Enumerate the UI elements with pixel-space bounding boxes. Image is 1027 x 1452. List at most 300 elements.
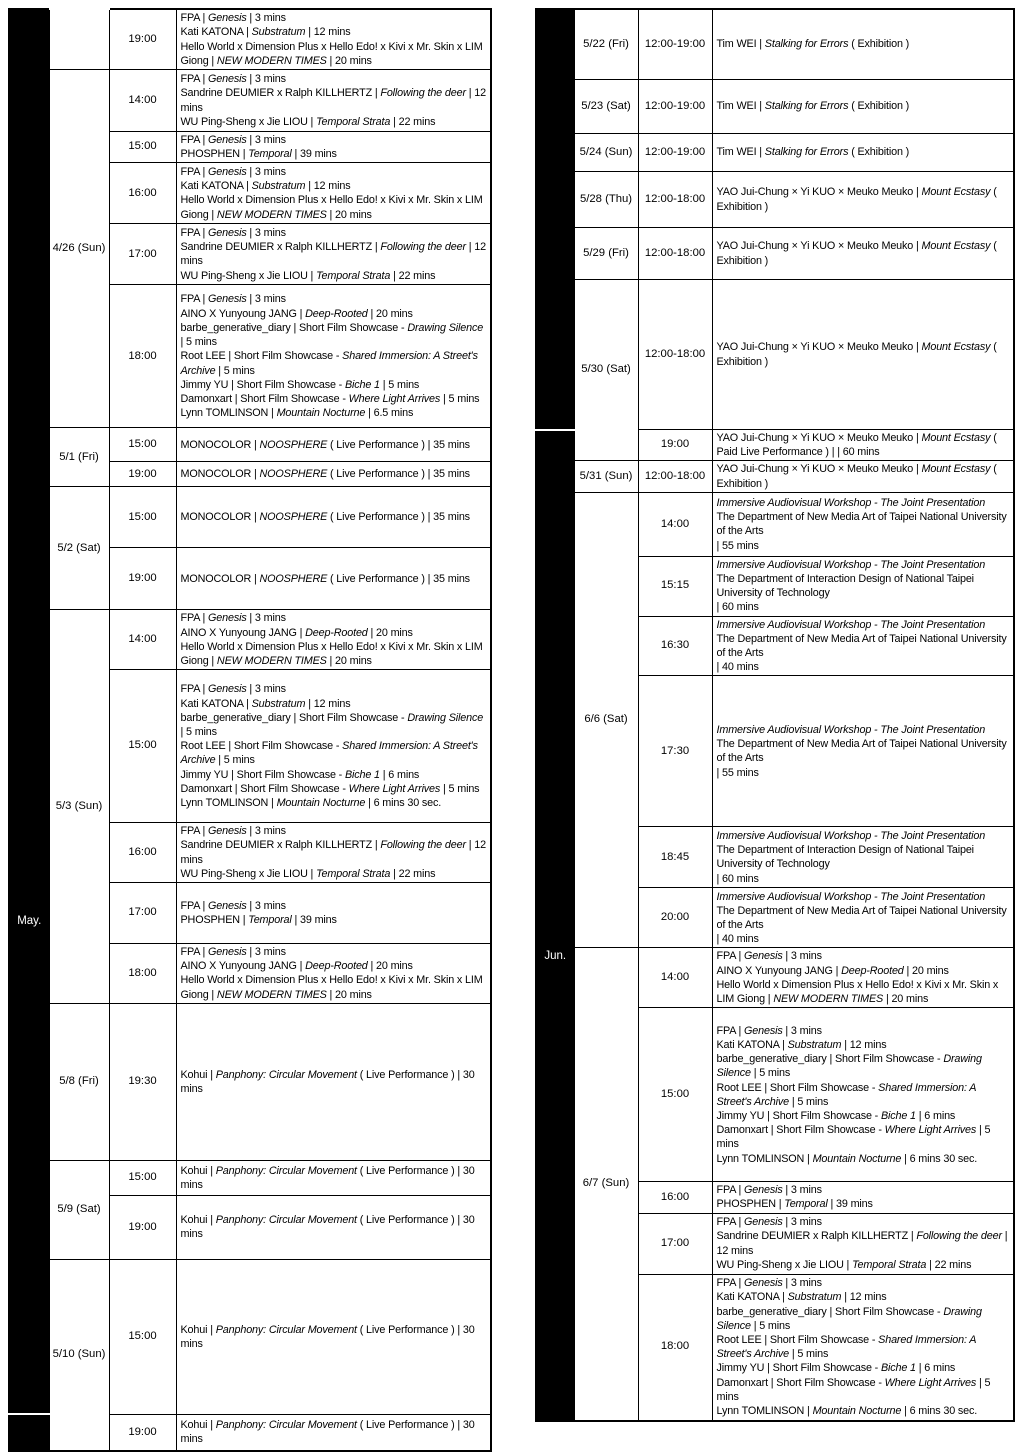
artist-text: WU Ping-Sheng x Jie LIOU | <box>180 115 317 128</box>
program-line <box>717 1215 1011 1229</box>
program-entry-imm_ntut_60 <box>717 829 1011 886</box>
time-cell: 19:00 <box>109 1414 176 1451</box>
program-line <box>181 1323 488 1351</box>
artist-text: PHOSPHEN | <box>716 1198 785 1211</box>
artist-text: FPA | <box>716 1216 745 1229</box>
artist-text: ( Live Performance ) | 35 mins <box>327 438 470 451</box>
may-schedule-table-wrap <box>8 8 492 1452</box>
program-line <box>181 838 488 866</box>
program-cell <box>712 280 1014 430</box>
artist-text: | 3 mins <box>782 1216 822 1229</box>
work-title-text: Where Light Arrives <box>348 392 441 405</box>
program-line <box>717 872 1011 886</box>
work-title-text: Drawing Silence <box>407 321 484 334</box>
time-cell: 15:00 <box>109 1259 176 1414</box>
work-title-text: Immersive Audiovisual Workshop - The Joint Presentation <box>716 496 986 509</box>
work-title-text: NEW MODERN TIMES <box>773 993 884 1006</box>
program-cell <box>712 461 1014 492</box>
artist-text: | 12 mins <box>180 87 486 114</box>
month-bar-may <box>9 9 49 428</box>
program-cell <box>712 556 1014 616</box>
work-title-text: Genesis <box>208 227 247 239</box>
artist-text: | 12 mins <box>841 1038 887 1051</box>
date-cell: 5/28 (Thu) <box>574 172 638 228</box>
work-title-text: Stalking for Errors <box>764 146 849 159</box>
month-bar-jun <box>536 492 574 1420</box>
time-cell: 17:00 <box>109 224 176 285</box>
time-cell: 16:00 <box>638 1182 712 1213</box>
program-entry-gen <box>181 11 488 25</box>
program-entry-sand <box>181 86 488 114</box>
artist-text: Lynn TOMLINSON | <box>716 1404 813 1417</box>
program-line <box>717 890 1011 904</box>
program-entry-root <box>717 1333 1011 1361</box>
program-line <box>181 959 488 973</box>
program-line <box>717 843 1011 871</box>
artist-text: FPA | <box>180 12 209 25</box>
program-cell <box>712 430 1014 461</box>
program-line <box>717 1152 1011 1166</box>
time-cell: 12:00-18:00 <box>638 228 712 280</box>
work-title-text: Genesis <box>744 950 783 963</box>
program-line <box>717 1305 1011 1333</box>
artist-text: Lynn TOMLINSON | <box>180 796 277 809</box>
artist-text: | 12 mins <box>305 697 351 710</box>
artist-text: | 20 mins <box>326 655 372 668</box>
program-entry-imm_tnua_40 <box>717 618 1011 675</box>
program-entry-mono <box>181 438 488 452</box>
work-title-text: Biche 1 <box>344 378 380 391</box>
program-cell <box>176 670 491 823</box>
program-entry-yao_live <box>717 431 1011 459</box>
artist-text: ( Live Performance ) | 30 mins <box>180 1164 475 1191</box>
artist-text: YAO Jui-Chung × Yi KUO × Meuko Meuko | <box>716 186 922 199</box>
program-cell <box>712 616 1014 676</box>
program-entry-barbe <box>181 321 488 349</box>
program-line <box>717 1376 1011 1404</box>
work-title-text: Biche 1 <box>344 768 380 781</box>
program-cell <box>176 1414 491 1451</box>
artist-text: | 5 mins <box>180 336 217 349</box>
work-title-text: NOOSPHERE <box>259 468 328 481</box>
artist-text: barbe_generative_diary | Short Film Showcase - <box>716 1053 944 1066</box>
time-cell: 15:00 <box>638 1008 712 1182</box>
work-title-text: Genesis <box>208 73 247 86</box>
work-title-text: Substratum <box>251 697 306 710</box>
artist-text: | 20 mins <box>326 988 372 1001</box>
artist-text: MONOCOLOR | <box>180 511 260 524</box>
date-cell: 5/2 (Sat) <box>49 487 109 610</box>
program-line <box>717 1229 1011 1257</box>
program-line <box>181 782 488 796</box>
artist-text: Hello World x Dimension Plus x Hello Edo! x Kivi x Mr. Skin x LIM Giong | <box>180 640 483 668</box>
program-entry-barbe <box>181 711 488 739</box>
month-bar-may <box>9 428 49 1414</box>
artist-text: The Department of New Media Art of Taipei National University of the Arts <box>716 904 1007 931</box>
program-entry-gen <box>717 949 1011 963</box>
program-line <box>181 682 488 696</box>
program-entry-phos <box>717 1197 1011 1211</box>
program-entry-sand <box>181 838 488 866</box>
artist-text: | 6 mins 30 sec. <box>901 1404 978 1417</box>
program-cell <box>176 1195 491 1259</box>
program-line <box>181 945 488 959</box>
work-title-text: Genesis <box>208 166 247 178</box>
program-entry-mono <box>181 510 488 524</box>
artist-text: Kohui | <box>180 1214 216 1227</box>
program-entry-phos <box>181 147 488 161</box>
schedule-row <box>536 461 1014 492</box>
work-title-text: Shared Immersion: A Street's Archive <box>180 740 478 767</box>
program-line <box>717 1024 1011 1038</box>
artist-text: YAO Jui-Chung × Yi KUO × Meuko Meuko | <box>716 432 922 444</box>
program-line <box>181 25 488 39</box>
artist-text: | 3 mins <box>782 1024 822 1037</box>
time-cell: 18:00 <box>638 1274 712 1421</box>
artist-text: Hello World x Dimension Plus x Hello Edo! x Kivi x Mr. Skin x LIM Giong | <box>716 978 999 1006</box>
artist-text: | 6 mins 30 sec. <box>901 1152 978 1165</box>
program-entry-lynn630 <box>717 1404 1011 1418</box>
program-line <box>717 1258 1011 1272</box>
artist-text: Sandrine DEUMIER x Ralph KILLHERTZ | <box>180 241 381 254</box>
artist-text: ( Exhibition ) <box>848 146 910 159</box>
artist-text: Damonxart | Short Film Showcase - <box>180 392 349 405</box>
program-line <box>717 99 1011 113</box>
program-entry-kati <box>181 697 488 711</box>
program-entry-gen <box>717 1024 1011 1038</box>
time-cell: 19:00 <box>638 430 712 461</box>
artist-text: FPA | <box>180 134 209 146</box>
program-entry-lynn630 <box>717 1152 1011 1166</box>
schedule-row <box>9 9 491 70</box>
program-line <box>181 349 488 377</box>
program-entry-gen <box>181 226 488 240</box>
work-title-text: Substratum <box>787 1038 842 1051</box>
program-line <box>181 796 488 810</box>
artist-text: ( Live Performance ) | 30 mins <box>180 1323 475 1350</box>
artist-text: | 3 mins <box>246 825 286 838</box>
time-cell: 15:00 <box>109 487 176 548</box>
date-cell: 5/9 (Sat) <box>49 1160 109 1259</box>
schedule-row <box>536 134 1014 172</box>
date-cell <box>49 9 109 70</box>
program-line <box>717 1404 1011 1418</box>
artist-text: | 3 mins <box>246 899 286 912</box>
time-cell: 19:00 <box>109 462 176 487</box>
artist-text: | 5 mins <box>180 725 217 738</box>
program-cell <box>712 228 1014 280</box>
artist-text: barbe_generative_diary | Short Film Showcase - <box>180 321 408 334</box>
time-cell: 12:00-19:00 <box>638 9 712 80</box>
date-cell: 4/26 (Sun) <box>49 70 109 428</box>
program-line <box>181 72 488 86</box>
program-line <box>181 179 488 193</box>
artist-text: | 55 mins <box>716 766 759 779</box>
program-entry-gen <box>181 292 488 306</box>
work-title-text: Genesis <box>208 293 247 306</box>
artist-text: | 22 mins <box>390 867 436 880</box>
artist-text: PHOSPHEN | <box>180 914 249 927</box>
schedule-row <box>9 1003 491 1160</box>
program-line <box>181 739 488 767</box>
artist-text: ( Exhibition ) <box>848 100 910 113</box>
program-line <box>717 829 1011 843</box>
time-cell: 18:00 <box>109 285 176 428</box>
program-entry-hello <box>181 973 488 1001</box>
work-title-text: Following the deer <box>380 87 466 100</box>
program-line <box>181 86 488 114</box>
program-line <box>717 737 1011 765</box>
time-cell: 12:00-18:00 <box>638 461 712 492</box>
artist-text: The Department of Interaction Design of National Taipei University of Technology <box>716 573 974 600</box>
program-line <box>717 340 1011 368</box>
program-entry-wu <box>181 269 488 283</box>
program-entry-yao_ex <box>717 462 1011 490</box>
work-title-text: Where Light Arrives <box>884 1376 977 1389</box>
program-line <box>717 496 1011 510</box>
program-cell <box>176 285 491 428</box>
program-entry-phos <box>181 913 488 927</box>
artist-text: Sandrine DEUMIER x Ralph KILLHERTZ | <box>180 87 381 100</box>
schedule-row <box>9 487 491 548</box>
artist-text: Kati KATONA | <box>716 1038 788 1051</box>
work-title-text: NOOSPHERE <box>259 572 328 585</box>
artist-text: Kohui | <box>180 1068 216 1081</box>
program-entry-tim <box>717 99 1011 113</box>
program-cell <box>712 948 1014 1008</box>
program-entry-yao_ex <box>717 239 1011 267</box>
program-entry-gen <box>181 611 488 625</box>
program-cell <box>712 1182 1014 1213</box>
artist-text: FPA | <box>180 166 209 178</box>
artist-text: | 55 mins <box>716 539 759 552</box>
artist-text: | 6 mins <box>915 1109 956 1122</box>
artist-text: | 5 mins <box>215 754 255 767</box>
artist-text: ( Exhibition ) <box>716 240 997 267</box>
program-entry-gen <box>181 824 488 838</box>
work-title-text: Panphony: Circular Movement <box>215 1214 357 1227</box>
program-cell <box>176 224 491 285</box>
program-line <box>717 1038 1011 1052</box>
date-cell: 5/23 (Sat) <box>574 80 638 134</box>
month-bar-jun <box>536 9 574 430</box>
time-cell: 15:00 <box>109 428 176 462</box>
program-line <box>717 660 1011 674</box>
artist-text: FPA | <box>180 73 209 86</box>
artist-text: | 3 mins <box>246 683 286 696</box>
program-line <box>181 899 488 913</box>
program-line <box>717 766 1011 780</box>
artist-text: | 5 mins <box>215 364 255 377</box>
date-cell: 5/30 (Sat) <box>574 280 638 461</box>
program-cell <box>712 172 1014 228</box>
program-entry-hello <box>717 978 1011 1006</box>
work-title-text: Shared Immersion: A Street's Archive <box>180 350 478 377</box>
work-title-text: Genesis <box>208 612 247 625</box>
work-title-text: Genesis <box>208 825 247 838</box>
artist-text: | 6 mins <box>379 768 420 781</box>
work-title-text: NOOSPHERE <box>259 438 328 451</box>
artist-text: Hello World x Dimension Plus x Hello Edo! x Kivi x Mr. Skin x LIM Giong | <box>180 40 483 67</box>
work-title-text: Substratum <box>251 26 306 39</box>
program-line <box>717 1123 1011 1151</box>
program-cell <box>176 823 491 883</box>
work-title-text: Stalking for Errors <box>764 38 849 51</box>
program-line <box>181 1068 488 1096</box>
program-line <box>181 697 488 711</box>
program-cell <box>176 610 491 670</box>
work-title-text: Substratum <box>251 180 306 193</box>
time-cell: 12:00-19:00 <box>638 134 712 172</box>
program-entry-wu <box>717 1258 1011 1272</box>
time-cell: 15:00 <box>109 670 176 823</box>
month-label: May. <box>17 914 42 927</box>
artist-text: | 3 mins <box>246 227 286 239</box>
date-cell: 6/6 (Sat) <box>574 492 638 948</box>
program-line <box>181 307 488 321</box>
program-cell <box>712 1274 1014 1421</box>
schedule-row <box>9 1259 491 1414</box>
artist-text: ( Exhibition ) <box>716 341 997 368</box>
program-line <box>181 1164 488 1192</box>
work-title-text: Where Light Arrives <box>884 1124 977 1137</box>
artist-text: Kohui | <box>180 1164 216 1177</box>
artist-text: | 12 mins <box>716 1230 1008 1257</box>
program-line <box>717 723 1011 737</box>
artist-text: | 3 mins <box>246 612 286 625</box>
artist-text: FPA | <box>180 612 209 625</box>
work-title-text: Deep-Rooted <box>305 960 368 973</box>
artist-text: | 3 mins <box>246 73 286 86</box>
program-line <box>181 510 488 524</box>
program-entry-sand <box>181 240 488 268</box>
artist-text: | 5 mins <box>379 378 420 391</box>
work-title-text: Temporal <box>248 914 292 927</box>
program-cell <box>712 1008 1014 1182</box>
artist-text: | 3 mins <box>246 293 286 306</box>
program-entry-barbe <box>717 1052 1011 1080</box>
program-line <box>717 572 1011 600</box>
program-line <box>181 611 488 625</box>
date-cell: 5/24 (Sun) <box>574 134 638 172</box>
artist-text: Sandrine DEUMIER x Ralph KILLHERTZ | <box>716 1230 917 1243</box>
program-line <box>181 973 488 1001</box>
work-title-text: Biche 1 <box>880 1362 916 1375</box>
artist-text: YAO Jui-Chung × Yi KUO × Meuko Meuko | <box>716 240 922 253</box>
schedule-row <box>9 428 491 462</box>
date-cell: 5/31 (Sun) <box>574 461 638 492</box>
artist-text: ( Live Performance ) | 35 mins <box>327 572 470 585</box>
program-cell <box>712 492 1014 556</box>
program-cell <box>712 134 1014 172</box>
work-title-text: Mount Ecstasy <box>921 463 991 476</box>
artist-text: Hello World x Dimension Plus x Hello Edo! x Kivi x Mr. Skin x LIM Giong | <box>180 194 483 221</box>
date-cell: 5/3 (Sun) <box>49 610 109 1003</box>
artist-text: YAO Jui-Chung × Yi KUO × Meuko Meuko | <box>716 341 922 354</box>
program-line <box>717 964 1011 978</box>
program-entry-root <box>181 739 488 767</box>
date-cell: 5/8 (Fri) <box>49 1003 109 1160</box>
artist-text: | 3 mins <box>246 12 286 25</box>
time-cell: 20:00 <box>638 888 712 948</box>
time-cell: 19:00 <box>109 9 176 70</box>
work-title-text: Immersive Audiovisual Workshop - The Joint Presentation <box>716 724 986 737</box>
program-line <box>181 711 488 739</box>
artist-text: Damonxart | Short Film Showcase - <box>180 782 349 795</box>
program-line <box>181 321 488 349</box>
program-entry-aino <box>181 307 488 321</box>
program-entry-mono <box>181 572 488 586</box>
artist-text: | 5 mins <box>716 1124 991 1151</box>
program-entry-gen <box>181 682 488 696</box>
artist-text: FPA | <box>716 1184 745 1197</box>
time-cell: 19:00 <box>109 548 176 610</box>
date-cell: 6/7 (Sun) <box>574 948 638 1421</box>
program-entry-mono <box>181 467 488 481</box>
schedule-row <box>9 70 491 132</box>
program-line <box>717 1361 1011 1375</box>
artist-text: WU Ping-Sheng x Jie LIOU | <box>180 269 317 282</box>
work-title-text: Temporal Strata <box>316 867 391 880</box>
artist-text: ( Exhibition ) <box>716 463 997 490</box>
schedule-table-may <box>8 8 492 1452</box>
artist-text: FPA | <box>716 1024 745 1037</box>
work-title-text: Genesis <box>208 899 247 912</box>
program-entry-yao_ex <box>717 340 1011 368</box>
work-title-text: Deep-Rooted <box>305 626 368 639</box>
program-line <box>181 115 488 129</box>
artist-text: WU Ping-Sheng x Jie LIOU | <box>716 1258 853 1271</box>
program-line <box>181 378 488 392</box>
artist-text: Kohui | <box>180 1323 216 1336</box>
program-entry-kohui <box>181 1164 488 1192</box>
artist-text: Kati KATONA | <box>180 26 252 39</box>
program-entry-damon <box>181 782 488 796</box>
program-entry-kati <box>717 1038 1011 1052</box>
work-title-text: Mount Ecstasy <box>921 432 991 444</box>
program-cell <box>712 827 1014 888</box>
artist-text: FPA | <box>716 1277 745 1290</box>
artist-text: Kati KATONA | <box>716 1291 788 1304</box>
program-entry-gen <box>717 1276 1011 1290</box>
artist-text: barbe_generative_diary | Short Film Showcase - <box>180 711 408 724</box>
program-entry-hello <box>181 193 488 221</box>
date-cell: 5/29 (Fri) <box>574 228 638 280</box>
work-title-text: Where Light Arrives <box>348 782 441 795</box>
artist-text: Tim WEI | <box>716 38 765 51</box>
program-line <box>181 1418 488 1446</box>
artist-text: | 3 mins <box>782 1277 822 1290</box>
artist-text: | 5 mins <box>440 392 480 405</box>
artist-text: | 40 mins <box>716 933 759 946</box>
program-entry-imm_tnua_55 <box>717 723 1011 780</box>
time-cell: 17:30 <box>638 676 712 827</box>
artist-text: Jimmy YU | Short Film Showcase - <box>716 1362 881 1375</box>
time-cell: 14:00 <box>638 948 712 1008</box>
artist-text: Kati KATONA | <box>180 697 252 710</box>
program-line <box>181 292 488 306</box>
schedule-row <box>536 280 1014 430</box>
artist-text: The Department of Interaction Design of National Taipei University of Technology <box>716 844 974 871</box>
artist-text: AINO X Yunyoung JANG | <box>180 307 306 320</box>
artist-text: The Department of New Media Art of Taipei National University of the Arts <box>716 738 1007 765</box>
artist-text: | 22 mins <box>926 1258 972 1271</box>
work-title-text: Drawing Silence <box>407 711 484 724</box>
schedule-row <box>9 610 491 670</box>
work-title-text: Mountain Nocturne <box>812 1404 902 1417</box>
work-title-text: Genesis <box>208 134 247 146</box>
program-line <box>717 978 1011 1006</box>
